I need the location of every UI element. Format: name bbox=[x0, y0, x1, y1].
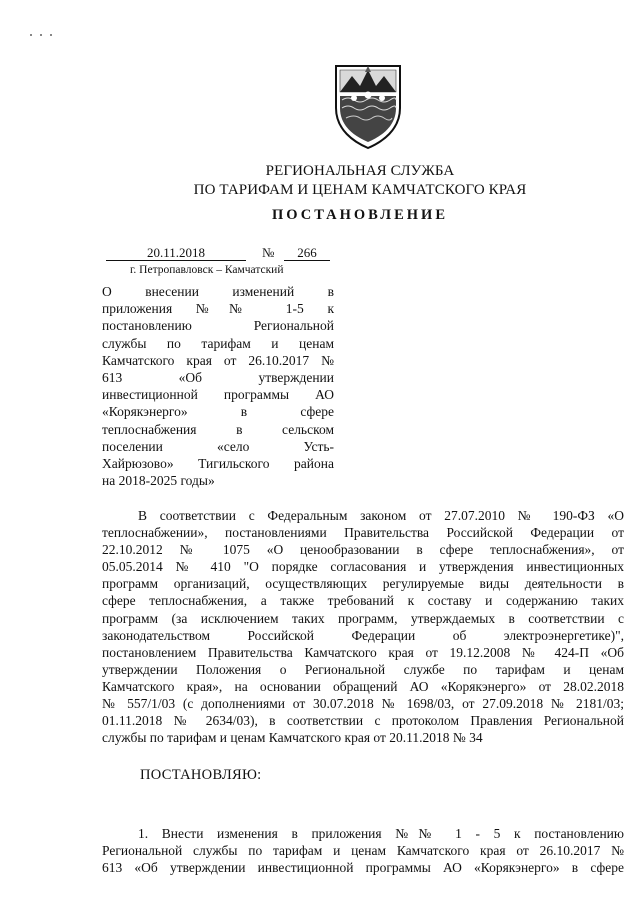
text-line: 22.10.2012 № 1075 «О ценообразовании в сфере теплоснабжения», от bbox=[102, 542, 624, 558]
text-line: В соответствии с Федеральным законом от 27.07.2010 № 190-ФЗ «О bbox=[138, 508, 624, 523]
text-line: службы по тарифам и ценам Камчатского края от 20.11.2018 № 34 bbox=[102, 730, 483, 746]
subject-line: Хайрюзово» Тигильского района bbox=[102, 456, 334, 472]
subject-line: на 2018-2025 годы» bbox=[102, 473, 215, 489]
place-of-issue: г. Петропавловск – Камчатский bbox=[130, 264, 284, 276]
document-date: 20.11.2018 bbox=[106, 245, 246, 261]
text-line: теплоснабжении», постановлениями Правительства Российской Федерации от bbox=[102, 525, 624, 541]
text-line: программ организаций, осуществляющих регулируемые виды деятельности в bbox=[102, 576, 624, 592]
document-subject bbox=[102, 283, 334, 489]
text-line: 1. Внести изменения в приложения №№ 1 - 5 к постановлению bbox=[138, 826, 624, 841]
text-line: постановлением Правительства Камчатского края от 19.12.2008 № 424-П «Об bbox=[102, 644, 624, 660]
subject-line: поселении «село Усть- bbox=[102, 438, 334, 454]
text-line: 613 «Об утверждении инвестиционной программы АО «Корякэнерго» в сфере bbox=[102, 860, 624, 876]
subject-line: 613 «Об утверждении bbox=[102, 370, 334, 386]
subject-line: приложения №№ 1-5 к bbox=[102, 301, 334, 317]
subject-line: постановлению Региональной bbox=[102, 318, 334, 334]
preamble-paragraph bbox=[102, 507, 624, 746]
decree-word: ПОСТАНОВЛЯЮ: bbox=[140, 767, 262, 783]
scan-artifact bbox=[30, 34, 90, 36]
organization-name-line1: РЕГИОНАЛЬНАЯ СЛУЖБА bbox=[265, 163, 455, 179]
text-line: 01.11.2018 № 2634/03), в соответствии с протоколом Правления Региональной bbox=[102, 713, 624, 729]
text-line: программ (за исключением таких программ, утверждаемых в соответствии с bbox=[102, 610, 624, 626]
document-number: 266 bbox=[284, 245, 330, 261]
text-line: Региональной службы по тарифам и ценам Камчатского края от 26.10.2017 № bbox=[102, 843, 624, 859]
document-type-title: ПОСТАНОВЛЕНИЕ bbox=[271, 207, 448, 223]
kamchatka-coat-of-arms-icon bbox=[332, 62, 404, 150]
subject-line: теплоснабжения в сельском bbox=[102, 421, 334, 437]
subject-line: Камчатского края от 26.10.2017 № bbox=[102, 352, 334, 368]
subject-line: инвестиционной программы АО bbox=[102, 387, 334, 403]
date-number-line bbox=[106, 245, 332, 261]
operative-paragraph bbox=[102, 825, 624, 876]
text-line: № 557/1/03 (с дополнениями от 30.07.2018 № 1698/03, от 27.09.2018 № 2181/03; bbox=[102, 696, 624, 712]
text-line: законодательством Российской Федерации об электроэнергетике)", bbox=[102, 627, 624, 643]
text-line: 05.05.2014 № 410 "О порядке согласования и утверждения инвестиционных bbox=[102, 559, 624, 575]
subject-line: «Корякэнерго» в сфере bbox=[102, 404, 334, 420]
number-sign: № bbox=[262, 245, 275, 260]
text-line: Камчатского края», на основании обращений АО «Корякэнерго» от 28.02.2018 bbox=[102, 678, 624, 694]
subject-line: О внесении изменений в bbox=[102, 284, 334, 299]
organization-name-line2: ПО ТАРИФАМ И ЦЕНАМ КАМЧАТСКОГО КРАЯ bbox=[193, 182, 527, 198]
text-line: утверждении Положения о Региональной службе по тарифам и ценам bbox=[102, 661, 624, 677]
subject-line: службы по тарифам и ценам bbox=[102, 335, 334, 351]
text-line: сфере теплоснабжения, а также требований к составу и содержанию таких bbox=[102, 593, 624, 609]
